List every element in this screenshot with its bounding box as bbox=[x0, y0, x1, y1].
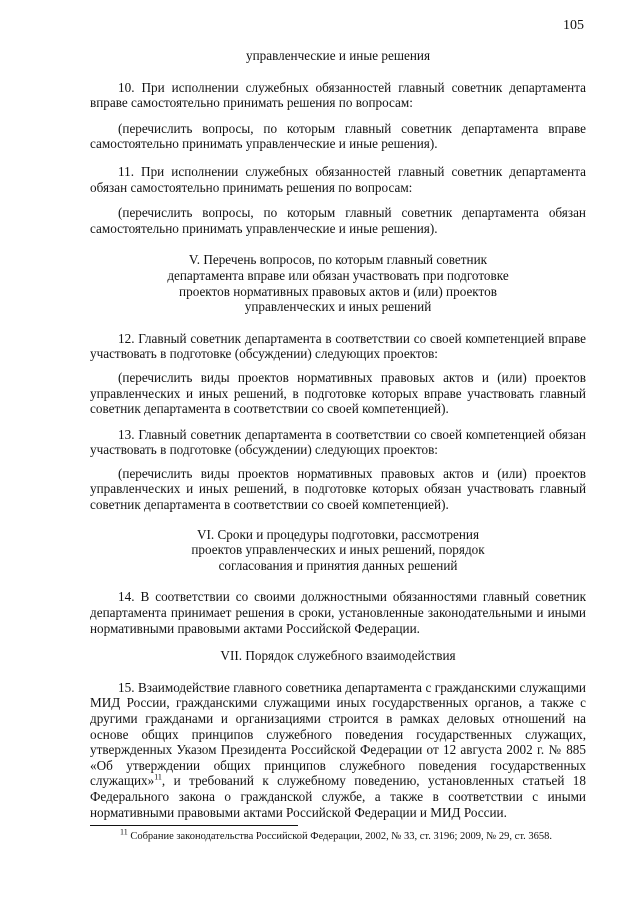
paragraph-10-note: (перечислить вопросы, по которым главный советник департамента вправе самостоятельно принимать управленческие и иные решения). bbox=[90, 120, 586, 152]
paragraph-13: 13. Главный советник департамента в соответствии со своей компетенцией обязан участвовать в подготовке (обсуждении) следующих проектов: bbox=[90, 426, 586, 458]
paragraph-15 bbox=[90, 680, 586, 820]
section-6-title-line: проектов управленческих и иных решений, порядок bbox=[191, 542, 485, 558]
section-5-title-line: проектов нормативных правовых актов и (или) проектов bbox=[179, 283, 497, 299]
section-6-title-line: VI. Сроки и процедуры подготовки, рассмотрения bbox=[196, 526, 480, 542]
section-5-title-line: управленческих и иных решений bbox=[244, 299, 432, 315]
paragraph-10: 10. При исполнении служебных обязанностей главный советник департамента вправе самостоятельно принимать решения по вопросам: bbox=[90, 79, 586, 111]
footnote-marker: 11 bbox=[120, 827, 128, 837]
section-5-title-line: департамента вправе или обязан участвовать при подготовке bbox=[167, 267, 509, 283]
section-6-title-line: согласования и принятия данных решений bbox=[218, 557, 458, 573]
section-5-title-line: V. Перечень вопросов, по которым главный советник bbox=[188, 252, 488, 268]
continuation-line: управленческие и иные решения bbox=[245, 48, 431, 63]
paragraph-12: 12. Главный советник департамента в соответствии со своей компетенцией вправе участвовать в подготовке (обсуждении) следующих проектов: bbox=[90, 330, 586, 362]
footnote-text: Собрание законодательства Российской Федерации, 2002, № 33, ст. 3196; 2009, № 29, ст. 3658. bbox=[127, 831, 552, 842]
paragraph-15-part1: 15. Взаимодействие главного советника департамента с гражданскими служащими МИД России, гражданскими служащими иных государственных органов, а также с другими гражданами и организациями строится в рамках деловых отношений на основе общих принципов служебного поведения государственных служащих, утвержденных Указом Президента Российской Федерации от 12 августа 2002 г. № 885 «Об утверждении общих принципов служебного поведения государственных служащих» bbox=[90, 679, 586, 789]
section-7-title: VII. Порядок служебного взаимодействия bbox=[220, 648, 456, 664]
paragraph-15-part2: , и требований к служебному поведению, установленных статьей 18 Федерального закона о гражданской службе, а также в соответствии с иными нормативными правовыми актами Российской Федерации и МИД России. bbox=[90, 773, 586, 820]
page-number: 105 bbox=[563, 18, 584, 33]
page-content bbox=[90, 48, 586, 820]
paragraph-12-note: (перечислить виды проектов нормативных правовых актов и (или) проектов управленческих и иных решений, в подготовке которых вправе участвовать главный советник департамента в соответствии со своей компетенцией). bbox=[90, 369, 586, 417]
paragraph-14: 14. В соответствии со своими должностными обязанностями главный советник департамента принимает решения в сроки, установленные законодательными и иными нормативными правовыми актами Российской Федерации. bbox=[90, 589, 586, 636]
section-6-heading bbox=[90, 527, 586, 574]
footnote bbox=[120, 827, 600, 843]
paragraph-13-note: (перечислить виды проектов нормативных правовых актов и (или) проектов управленческих и иных решений, в подготовке которых обязан участвовать главный советник департамента в соответствии со своей компетенцией). bbox=[90, 465, 586, 513]
paragraph-11: 11. При исполнении служебных обязанностей главный советник департамента обязан самостоятельно принимать решения по вопросам: bbox=[90, 163, 586, 195]
footnote-divider bbox=[90, 825, 298, 826]
section-5-heading bbox=[90, 252, 586, 314]
footnote-reference: 11 bbox=[154, 772, 162, 782]
paragraph-11-note: (перечислить вопросы, по которым главный советник департамента обязан самостоятельно принимать управленческие и иные решения). bbox=[90, 205, 586, 236]
